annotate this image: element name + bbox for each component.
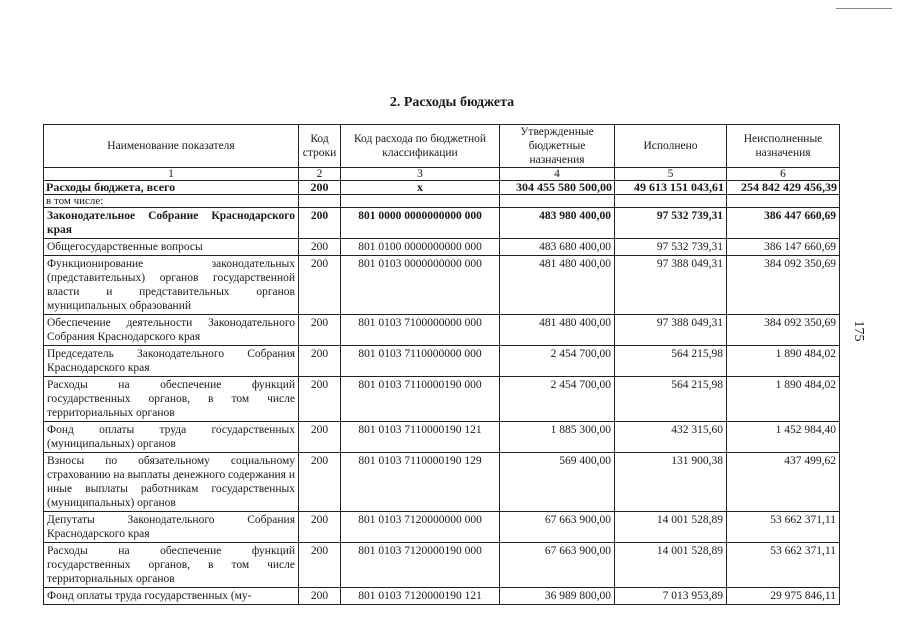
subheader-label: в том числе: <box>44 195 299 208</box>
row-executed: 97 388 049,31 <box>615 315 727 346</box>
row-classification: 801 0000 0000000000 000 <box>341 208 500 239</box>
empty-cell <box>615 195 727 208</box>
empty-cell <box>500 195 615 208</box>
row-approved: 1 885 300,00 <box>500 422 615 453</box>
header-approved: Утвержденные бюджетные назначения <box>500 125 615 168</box>
total-approved: 304 455 580 500,00 <box>500 181 615 195</box>
row-approved: 569 400,00 <box>500 453 615 512</box>
row-classification: 801 0103 7120000190 121 <box>341 588 500 605</box>
expenses-table <box>43 124 840 605</box>
row-name: Законодательное Собрание Краснодарского края <box>44 208 299 239</box>
row-unexecuted: 437 499,62 <box>727 453 840 512</box>
row-unexecuted: 384 092 350,69 <box>727 256 840 315</box>
row-unexecuted: 53 662 371,11 <box>727 543 840 588</box>
row-executed: 564 215,98 <box>615 346 727 377</box>
page-title: 2. Расходы бюджета <box>389 95 515 110</box>
column-number: 6 <box>727 168 840 181</box>
row-executed: 14 001 528,89 <box>615 512 727 543</box>
table-row <box>44 239 840 256</box>
table-row <box>44 346 840 377</box>
row-line-code: 200 <box>299 239 341 256</box>
row-executed: 97 388 049,31 <box>615 256 727 315</box>
column-number: 2 <box>299 168 341 181</box>
row-name: Расходы на обеспечение функций государственных органов, в том числе территориальных органов <box>44 543 299 588</box>
subheader-row <box>44 195 840 208</box>
row-approved: 481 480 400,00 <box>500 315 615 346</box>
row-unexecuted: 1 890 484,02 <box>727 377 840 422</box>
row-name: Фонд оплаты труда государственных (му- <box>44 588 299 605</box>
column-number: 3 <box>341 168 500 181</box>
header-name: Наименование показателя <box>44 125 299 168</box>
column-number: 4 <box>500 168 615 181</box>
row-approved: 2 454 700,00 <box>500 377 615 422</box>
row-line-code: 200 <box>299 256 341 315</box>
row-executed: 14 001 528,89 <box>615 543 727 588</box>
header-classification: Код расхода по бюджетной классификации <box>341 125 500 168</box>
row-classification: 801 0103 7100000000 000 <box>341 315 500 346</box>
row-name: Председатель Законодательного Собрания Краснодарского края <box>44 346 299 377</box>
column-number: 5 <box>615 168 727 181</box>
page-number: 175 <box>851 320 866 342</box>
row-line-code: 200 <box>299 543 341 588</box>
total-name: Расходы бюджета, всего <box>44 181 299 195</box>
row-name: Обеспечение деятельности Законодательного Собрания Краснодарского края <box>44 315 299 346</box>
row-line-code: 200 <box>299 588 341 605</box>
row-unexecuted: 1 890 484,02 <box>727 346 840 377</box>
header-unexecuted: Неисполненные назначения <box>727 125 840 168</box>
empty-cell <box>727 195 840 208</box>
table-row <box>44 453 840 512</box>
row-line-code: 200 <box>299 512 341 543</box>
row-name: Расходы на обеспечение функций государственных органов, в том числе территориальных органов <box>44 377 299 422</box>
row-line-code: 200 <box>299 377 341 422</box>
row-executed: 564 215,98 <box>615 377 727 422</box>
row-approved: 483 680 400,00 <box>500 239 615 256</box>
row-line-code: 200 <box>299 315 341 346</box>
row-classification: 801 0103 0000000000 000 <box>341 256 500 315</box>
row-approved: 481 480 400,00 <box>500 256 615 315</box>
table-row <box>44 208 840 239</box>
total-executed: 49 613 151 043,61 <box>615 181 727 195</box>
total-classification: х <box>341 181 500 195</box>
column-number: 1 <box>44 168 299 181</box>
row-line-code: 200 <box>299 453 341 512</box>
row-classification: 801 0103 7110000000 000 <box>341 346 500 377</box>
row-approved: 67 663 900,00 <box>500 512 615 543</box>
top-rule <box>836 8 892 9</box>
row-classification: 801 0100 0000000000 000 <box>341 239 500 256</box>
table-row <box>44 543 840 588</box>
table-row <box>44 377 840 422</box>
row-unexecuted: 1 452 984,40 <box>727 422 840 453</box>
row-classification: 801 0103 7110000190 129 <box>341 453 500 512</box>
row-name: Депутаты Законодательного Собрания Краснодарского края <box>44 512 299 543</box>
row-executed: 97 532 739,31 <box>615 239 727 256</box>
empty-cell <box>341 195 500 208</box>
row-unexecuted: 386 147 660,69 <box>727 239 840 256</box>
row-unexecuted: 386 447 660,69 <box>727 208 840 239</box>
row-classification: 801 0103 7110000190 000 <box>341 377 500 422</box>
row-executed: 97 532 739,31 <box>615 208 727 239</box>
row-line-code: 200 <box>299 346 341 377</box>
row-unexecuted: 53 662 371,11 <box>727 512 840 543</box>
row-approved: 36 989 800,00 <box>500 588 615 605</box>
row-name: Функционирование законодательных (представительных) органов государственной власти и представительных органов муниципальных образований <box>44 256 299 315</box>
row-approved: 67 663 900,00 <box>500 543 615 588</box>
row-classification: 801 0103 7110000190 121 <box>341 422 500 453</box>
row-name: Взносы по обязательному социальному страхованию на выплаты денежного содержания и иные выплаты работникам государственных (муниципальных) органов <box>44 453 299 512</box>
row-unexecuted: 384 092 350,69 <box>727 315 840 346</box>
row-name: Фонд оплаты труда государственных (муниципальных) органов <box>44 422 299 453</box>
row-line-code: 200 <box>299 422 341 453</box>
total-code: 200 <box>299 181 341 195</box>
row-line-code: 200 <box>299 208 341 239</box>
empty-cell <box>299 195 341 208</box>
table-row <box>44 588 840 605</box>
header-line-code: Код строки <box>299 125 341 168</box>
table-row <box>44 422 840 453</box>
row-executed: 131 900,38 <box>615 453 727 512</box>
row-executed: 432 315,60 <box>615 422 727 453</box>
row-executed: 7 013 953,89 <box>615 588 727 605</box>
row-approved: 2 454 700,00 <box>500 346 615 377</box>
total-row <box>44 181 840 195</box>
row-name: Общегосударственные вопросы <box>44 239 299 256</box>
row-unexecuted: 29 975 846,11 <box>727 588 840 605</box>
table-row <box>44 315 840 346</box>
column-number-row <box>44 168 840 181</box>
table-row <box>44 256 840 315</box>
row-approved: 483 980 400,00 <box>500 208 615 239</box>
row-classification: 801 0103 7120000000 000 <box>341 512 500 543</box>
header-row <box>44 125 840 168</box>
table-row <box>44 512 840 543</box>
header-executed: Исполнено <box>615 125 727 168</box>
row-classification: 801 0103 7120000190 000 <box>341 543 500 588</box>
total-unexecuted: 254 842 429 456,39 <box>727 181 840 195</box>
